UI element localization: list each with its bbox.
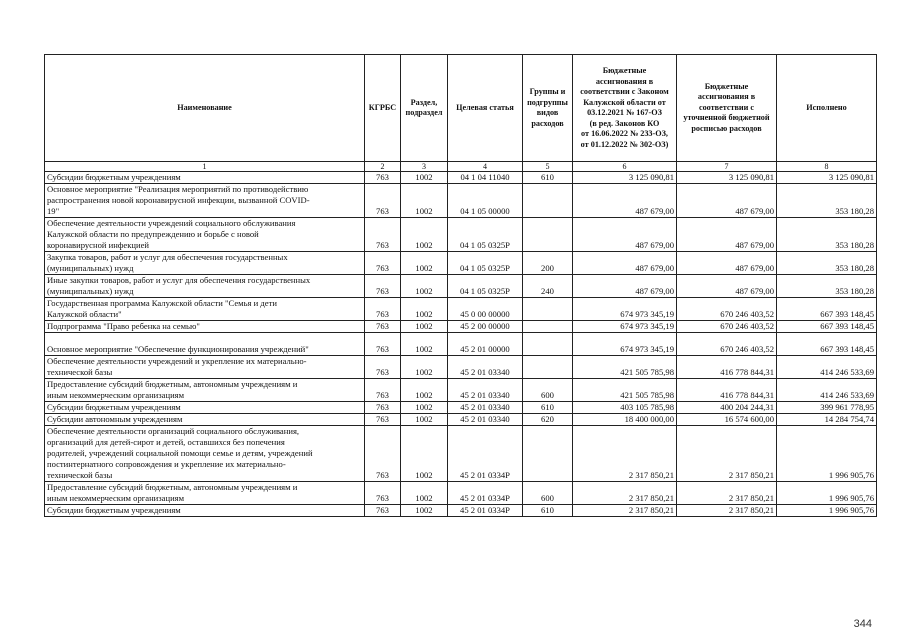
header-executed: Исполнено: [777, 55, 877, 162]
row-name-cell: Подпрограмма "Право ребенка на семью": [45, 321, 365, 333]
column-number: 5: [523, 162, 573, 172]
column-number: 1: [45, 162, 365, 172]
header-row: [45, 55, 877, 162]
row-budget-law-cell: 421 505 785,98: [573, 356, 677, 379]
row-name-cell: Государственная программа Калужской области "Семья и дети Калужской области": [45, 298, 365, 321]
row-kgrbs-cell: 763: [365, 298, 401, 321]
row-budget-law-cell: 487 679,00: [573, 184, 677, 218]
row-budget-refined-cell: 3 125 090,81: [677, 172, 777, 184]
row-executed-cell: 667 393 148,45: [777, 333, 877, 356]
row-name-cell: Обеспечение деятельности организаций социального обслуживания, организаций для детей-сирот и детей, оставшихся без попечения родителей, учреждений социальной помощи семье и детям, учреждений постинтернатного сопровождения и укрепление их материально- технической базы: [45, 426, 365, 482]
row-kgrbs-cell: 763: [365, 505, 401, 517]
header-group: Группы и подгруппы видов расходов: [523, 55, 573, 162]
row-group-cell: 200: [523, 252, 573, 275]
column-number: 8: [777, 162, 877, 172]
row-target-cell: 45 0 00 00000: [448, 298, 523, 321]
header-budget-refined: Бюджетные ассигнования в соответствии с уточненной бюджетной росписью расходов: [677, 55, 777, 162]
row-budget-law-cell: 2 317 850,21: [573, 505, 677, 517]
table-row: [45, 218, 877, 252]
header-name: Наименование: [45, 55, 365, 162]
row-executed-cell: 414 246 533,69: [777, 356, 877, 379]
row-kgrbs-cell: 763: [365, 172, 401, 184]
row-section-cell: 1002: [401, 402, 448, 414]
row-kgrbs-cell: 763: [365, 414, 401, 426]
row-kgrbs-cell: 763: [365, 402, 401, 414]
table-row: [45, 505, 877, 517]
row-budget-law-cell: 487 679,00: [573, 252, 677, 275]
row-section-cell: 1002: [401, 172, 448, 184]
row-group-cell: [523, 426, 573, 482]
row-group-cell: [523, 333, 573, 356]
row-section-cell: 1002: [401, 298, 448, 321]
row-group-cell: [523, 298, 573, 321]
row-target-cell: 45 2 00 00000: [448, 321, 523, 333]
row-target-cell: 04 1 05 0325P: [448, 275, 523, 298]
row-budget-law-cell: 674 973 345,19: [573, 333, 677, 356]
table-row: [45, 298, 877, 321]
budget-table: [44, 54, 877, 517]
table-body: [45, 172, 877, 517]
row-budget-law-cell: 674 973 345,19: [573, 298, 677, 321]
row-group-cell: [523, 321, 573, 333]
table-row: [45, 184, 877, 218]
row-section-cell: 1002: [401, 426, 448, 482]
row-target-cell: 04 1 05 0325P: [448, 218, 523, 252]
header-section: Раздел, подраздел: [401, 55, 448, 162]
row-target-cell: 45 2 01 0334P: [448, 426, 523, 482]
row-budget-refined-cell: 400 204 244,31: [677, 402, 777, 414]
row-executed-cell: 14 284 754,74: [777, 414, 877, 426]
row-kgrbs-cell: 763: [365, 184, 401, 218]
row-budget-refined-cell: 16 574 600,00: [677, 414, 777, 426]
row-section-cell: 1002: [401, 505, 448, 517]
row-name-cell: Предоставление субсидий бюджетным, автономным учреждениям и иным некоммерческим организациям: [45, 379, 365, 402]
row-kgrbs-cell: 763: [365, 321, 401, 333]
row-budget-refined-cell: 670 246 403,52: [677, 333, 777, 356]
row-kgrbs-cell: 763: [365, 379, 401, 402]
row-executed-cell: 353 180,28: [777, 252, 877, 275]
row-budget-refined-cell: 487 679,00: [677, 252, 777, 275]
row-target-cell: 45 2 01 03340: [448, 414, 523, 426]
table-row: [45, 379, 877, 402]
table-row: [45, 356, 877, 379]
row-executed-cell: 414 246 533,69: [777, 379, 877, 402]
row-budget-law-cell: 403 105 785,98: [573, 402, 677, 414]
row-section-cell: 1002: [401, 379, 448, 402]
row-name-cell: Обеспечение деятельности учреждений и укрепление их материально- технической базы: [45, 356, 365, 379]
row-group-cell: 610: [523, 505, 573, 517]
row-group-cell: 610: [523, 402, 573, 414]
row-group-cell: 610: [523, 172, 573, 184]
row-name-cell: Основное мероприятие "Обеспечение функционирования учреждений": [45, 333, 365, 356]
row-budget-law-cell: 674 973 345,19: [573, 321, 677, 333]
row-target-cell: 45 2 01 00000: [448, 333, 523, 356]
row-budget-refined-cell: 416 778 844,31: [677, 356, 777, 379]
row-budget-law-cell: 421 505 785,98: [573, 379, 677, 402]
row-section-cell: 1002: [401, 333, 448, 356]
row-section-cell: 1002: [401, 321, 448, 333]
row-budget-refined-cell: 2 317 850,21: [677, 505, 777, 517]
row-section-cell: 1002: [401, 414, 448, 426]
row-kgrbs-cell: 763: [365, 333, 401, 356]
row-target-cell: 45 2 01 03340: [448, 402, 523, 414]
row-target-cell: 45 2 01 0334P: [448, 505, 523, 517]
table-row: [45, 321, 877, 333]
row-budget-refined-cell: 487 679,00: [677, 184, 777, 218]
row-kgrbs-cell: 763: [365, 356, 401, 379]
column-number: 3: [401, 162, 448, 172]
column-number: 2: [365, 162, 401, 172]
row-target-cell: 45 2 01 0334P: [448, 482, 523, 505]
row-name-cell: Основное мероприятие "Реализация мероприятий по противодействию распространения новой коронавирусной инфекции, вызванной COVID- 19": [45, 184, 365, 218]
column-number-row: [45, 162, 877, 172]
row-section-cell: 1002: [401, 275, 448, 298]
row-target-cell: 04 1 05 0325P: [448, 252, 523, 275]
row-target-cell: 04 1 05 00000: [448, 184, 523, 218]
row-budget-law-cell: 2 317 850,21: [573, 482, 677, 505]
table-row: [45, 426, 877, 482]
row-name-cell: Субсидии бюджетным учреждениям: [45, 172, 365, 184]
row-kgrbs-cell: 763: [365, 218, 401, 252]
row-executed-cell: 667 393 148,45: [777, 298, 877, 321]
row-executed-cell: 3 125 090,81: [777, 172, 877, 184]
table-row: [45, 402, 877, 414]
row-group-cell: 600: [523, 379, 573, 402]
row-budget-refined-cell: 670 246 403,52: [677, 321, 777, 333]
row-name-cell: Обеспечение деятельности учреждений социального обслуживания Калужской области по предупреждению и борьбе с новой коронавирусной инфекцией: [45, 218, 365, 252]
row-budget-law-cell: 2 317 850,21: [573, 426, 677, 482]
row-group-cell: 620: [523, 414, 573, 426]
row-target-cell: 45 2 01 03340: [448, 356, 523, 379]
row-kgrbs-cell: 763: [365, 275, 401, 298]
row-name-cell: Иные закупки товаров, работ и услуг для обеспечения государственных (муниципальных) нужд: [45, 275, 365, 298]
row-group-cell: [523, 218, 573, 252]
table-row: [45, 414, 877, 426]
row-group-cell: [523, 184, 573, 218]
row-budget-law-cell: 487 679,00: [573, 218, 677, 252]
row-executed-cell: 353 180,28: [777, 218, 877, 252]
row-executed-cell: 399 961 778,95: [777, 402, 877, 414]
row-name-cell: Субсидии бюджетным учреждениям: [45, 402, 365, 414]
row-budget-refined-cell: 487 679,00: [677, 218, 777, 252]
row-section-cell: 1002: [401, 482, 448, 505]
page-number: 344: [853, 618, 872, 630]
row-kgrbs-cell: 763: [365, 482, 401, 505]
row-name-cell: Закупка товаров, работ и услуг для обеспечения государственных (муниципальных) нужд: [45, 252, 365, 275]
table-row: [45, 275, 877, 298]
row-budget-refined-cell: 2 317 850,21: [677, 426, 777, 482]
row-group-cell: 240: [523, 275, 573, 298]
row-name-cell: Предоставление субсидий бюджетным, автономным учреждениям и иным некоммерческим организациям: [45, 482, 365, 505]
header-target: Целевая статья: [448, 55, 523, 162]
row-group-cell: 600: [523, 482, 573, 505]
row-group-cell: [523, 356, 573, 379]
row-section-cell: 1002: [401, 356, 448, 379]
row-budget-refined-cell: 2 317 850,21: [677, 482, 777, 505]
row-executed-cell: 1 996 905,76: [777, 505, 877, 517]
row-executed-cell: 1 996 905,76: [777, 426, 877, 482]
row-budget-refined-cell: 487 679,00: [677, 275, 777, 298]
column-number: 6: [573, 162, 677, 172]
table-row: [45, 252, 877, 275]
row-section-cell: 1002: [401, 218, 448, 252]
table-row: [45, 482, 877, 505]
column-number: 7: [677, 162, 777, 172]
row-section-cell: 1002: [401, 252, 448, 275]
header-budget-law: Бюджетные ассигнования в соответствии с Законом Калужской области от 03.12.2021 № 167-ОЗ (в ред. Законов КО от 16.06.2022 № 233-ОЗ, от 01.12.2022 № 302-ОЗ): [573, 55, 677, 162]
row-kgrbs-cell: 763: [365, 426, 401, 482]
column-number: 4: [448, 162, 523, 172]
table-row: [45, 333, 877, 356]
row-budget-law-cell: 18 400 000,00: [573, 414, 677, 426]
row-section-cell: 1002: [401, 184, 448, 218]
row-kgrbs-cell: 763: [365, 252, 401, 275]
row-budget-refined-cell: 670 246 403,52: [677, 298, 777, 321]
table-row: [45, 172, 877, 184]
row-name-cell: Субсидии автономным учреждениям: [45, 414, 365, 426]
header-kgrbs: КГРБС: [365, 55, 401, 162]
row-budget-law-cell: 3 125 090,81: [573, 172, 677, 184]
row-target-cell: 04 1 04 11040: [448, 172, 523, 184]
row-budget-law-cell: 487 679,00: [573, 275, 677, 298]
row-executed-cell: 667 393 148,45: [777, 321, 877, 333]
row-executed-cell: 1 996 905,76: [777, 482, 877, 505]
row-executed-cell: 353 180,28: [777, 184, 877, 218]
row-name-cell: Субсидии бюджетным учреждениям: [45, 505, 365, 517]
row-budget-refined-cell: 416 778 844,31: [677, 379, 777, 402]
row-target-cell: 45 2 01 03340: [448, 379, 523, 402]
row-executed-cell: 353 180,28: [777, 275, 877, 298]
